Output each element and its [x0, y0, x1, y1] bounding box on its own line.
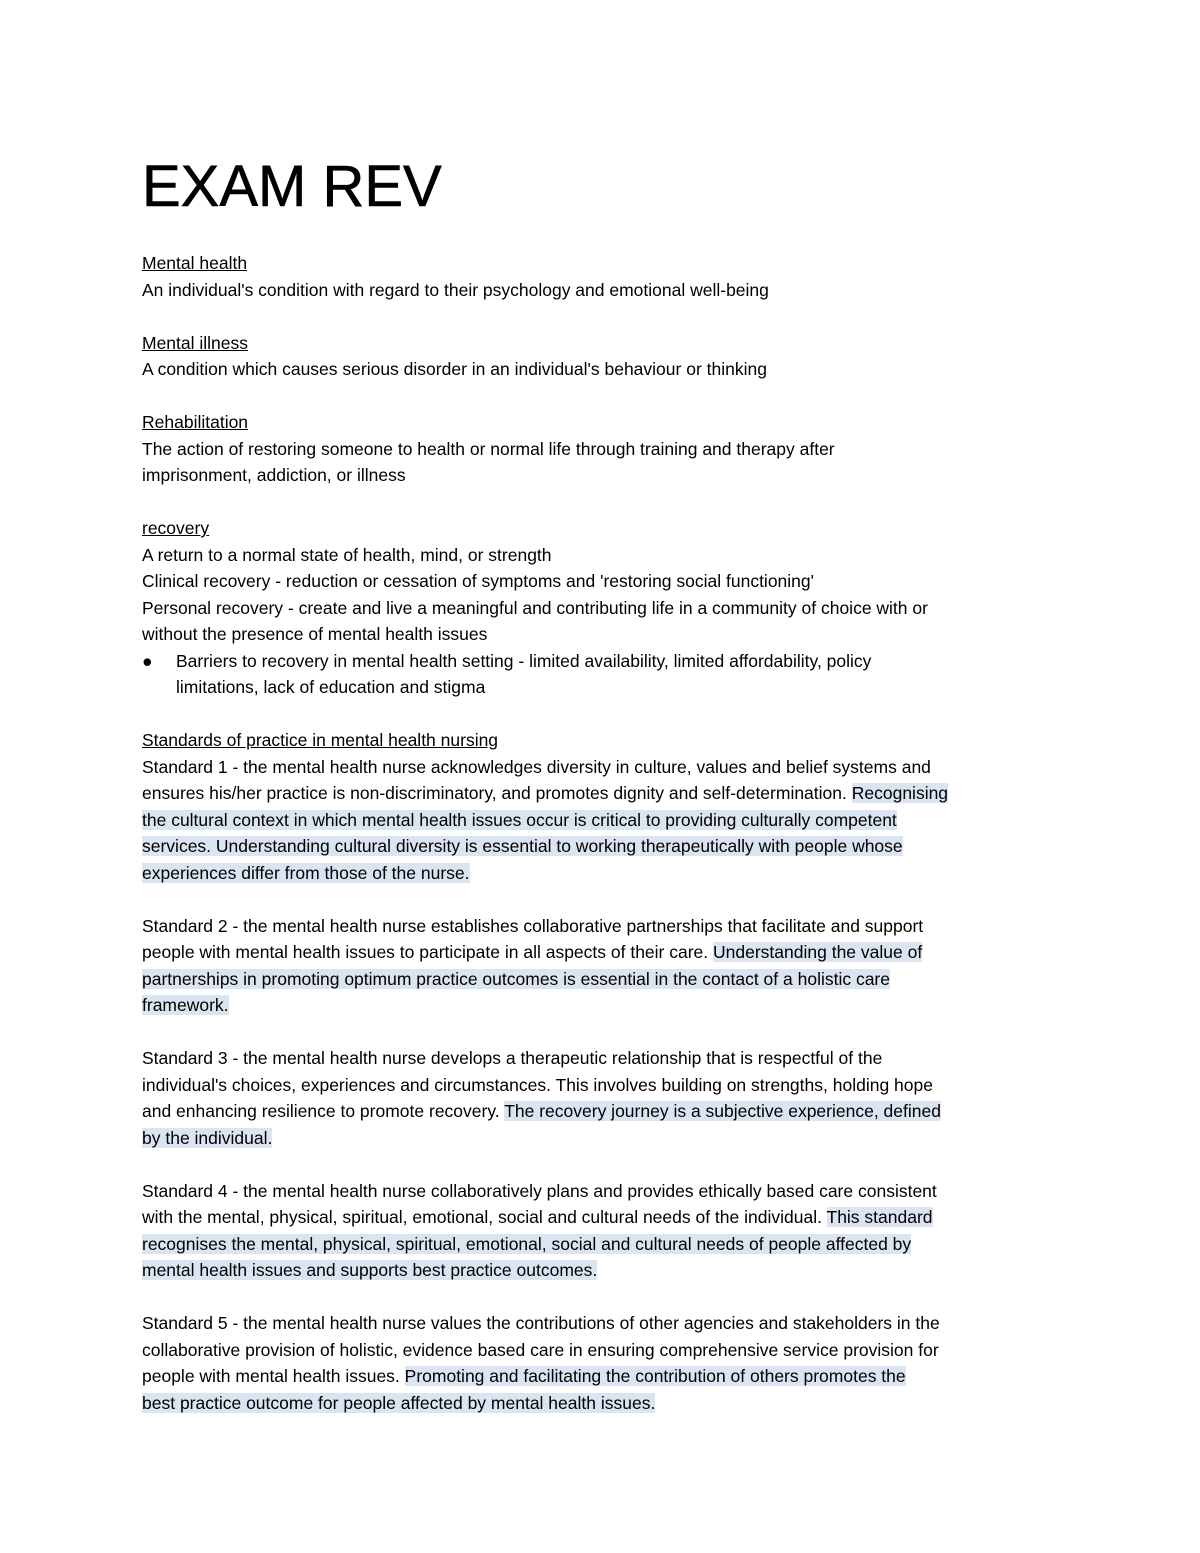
- highlighted-text: Understanding the value of: [713, 942, 923, 962]
- standard-3: [142, 1045, 1080, 1151]
- definition-line: An individual's condition with regard to their psychology and emotional well-being: [142, 279, 769, 300]
- bullet-item: [142, 648, 1080, 701]
- standard-line: individual's choices, experiences and circumstances. This involves building on strengths, holding hope: [142, 1074, 933, 1095]
- standard-line: [142, 966, 1080, 993]
- section-heading: Mental health: [142, 253, 248, 273]
- bullet-line: limitations, lack of education and stigma: [176, 677, 486, 697]
- standard-line: Standard 5 - the mental health nurse values the contributions of other agencies and stakeholders in the: [142, 1313, 940, 1333]
- standard-line: [142, 1390, 1080, 1417]
- highlighted-text: best practice outcome for people affected by mental health issues.: [142, 1392, 656, 1413]
- highlighted-text: framework.: [142, 995, 229, 1015]
- highlighted-text: mental health issues and supports best practice outcomes.: [142, 1260, 598, 1280]
- standard-text: people with mental health issues.: [142, 1366, 405, 1386]
- standard-line: [142, 780, 1080, 807]
- page-title: EXAM REV: [142, 154, 442, 219]
- highlighted-text: This standard: [826, 1207, 933, 1227]
- standard-line: [142, 992, 1080, 1019]
- highlighted-text: by the individual.: [142, 1127, 273, 1148]
- standard-text: ensures his/her practice is non-discriminatory, and promotes dignity and self-determination.: [142, 783, 852, 803]
- standard-line: [142, 1125, 1080, 1152]
- standard-text: with the mental, physical, spiritual, emotional, social and cultural needs of the individual.: [142, 1207, 827, 1227]
- highlighted-text: experiences differ from those of the nurse.: [142, 862, 470, 883]
- standard-line: [142, 1098, 1080, 1125]
- highlighted-text: recognises the mental, physical, spiritual, emotional, social and cultural needs of people affected by: [142, 1233, 912, 1254]
- standard-line: [142, 939, 1080, 966]
- section-mental-illness: [142, 330, 1080, 383]
- highlighted-text: services. Understanding cultural diversity is essential to working therapeutically with people whose: [142, 836, 903, 856]
- standard-line: [142, 833, 1080, 860]
- section-rehabilitation: [142, 409, 1080, 489]
- highlighted-text: partnerships in promoting optimum practice outcomes is essential in the contact of a holistic care: [142, 968, 890, 989]
- definition-line: A return to a normal state of health, mind, or strength: [142, 544, 552, 565]
- standard-line: [142, 1363, 1080, 1390]
- standard-text: people with mental health issues to participate in all aspects of their care.: [142, 942, 714, 962]
- section-mental-health: [142, 250, 1080, 303]
- standard-line: Standard 2 - the mental health nurse establishes collaborative partnerships that facilitate and support: [142, 915, 924, 936]
- section-heading: Standards of practice in mental health nursing: [142, 730, 499, 750]
- standard-line: Standard 4 - the mental health nurse collaboratively plans and provides ethically based care consistent: [142, 1180, 937, 1201]
- standard-4: [142, 1178, 1080, 1284]
- bullet-icon: ●: [142, 650, 153, 671]
- standard-text: and enhancing resilience to promote recovery.: [142, 1101, 505, 1121]
- standard-5: [142, 1310, 1080, 1416]
- standard-line: Standard 3 - the mental health nurse develops a therapeutic relationship that is respectful of the: [142, 1048, 883, 1068]
- highlighted-text: the cultural context in which mental health issues occur is critical to providing culturally competent: [142, 809, 897, 830]
- highlighted-text: The recovery journey is a subjective experience, defined: [504, 1101, 941, 1121]
- standard-line: [142, 1257, 1080, 1284]
- standard-line: [142, 1204, 1080, 1231]
- standard-line: [142, 860, 1080, 887]
- definition-line: A condition which causes serious disorder in an individual's behaviour or thinking: [142, 359, 767, 379]
- standard-line: collaborative provision of holistic, evidence based care in ensuring comprehensive service provision for: [142, 1339, 939, 1360]
- section-heading: Rehabilitation: [142, 412, 249, 432]
- definition-line: Personal recovery - create and live a meaningful and contributing life in a community of choice with or: [142, 597, 928, 618]
- highlighted-text: Promoting and facilitating the contribution of others promotes the: [404, 1366, 906, 1386]
- section-standards: [142, 727, 1080, 886]
- section-heading: recovery: [142, 518, 210, 538]
- definition-line: imprisonment, addiction, or illness: [142, 465, 406, 485]
- section-recovery: [142, 515, 1080, 701]
- standard-line: [142, 807, 1080, 834]
- highlighted-text: Recognising: [851, 783, 949, 803]
- definition-line: The action of restoring someone to health or normal life through training and therapy after: [142, 438, 835, 459]
- definition-line: Clinical recovery - reduction or cessation of symptoms and 'restoring social functioning': [142, 571, 814, 591]
- section-heading: Mental illness: [142, 332, 249, 353]
- standard-2: [142, 913, 1080, 1019]
- bullet-line: Barriers to recovery in mental health setting - limited availability, limited affordability, policy: [176, 650, 872, 671]
- standard-line: Standard 1 - the mental health nurse acknowledges diversity in culture, values and belief systems and: [142, 756, 931, 777]
- definition-line: without the presence of mental health issues: [142, 624, 488, 644]
- standard-line: [142, 1231, 1080, 1258]
